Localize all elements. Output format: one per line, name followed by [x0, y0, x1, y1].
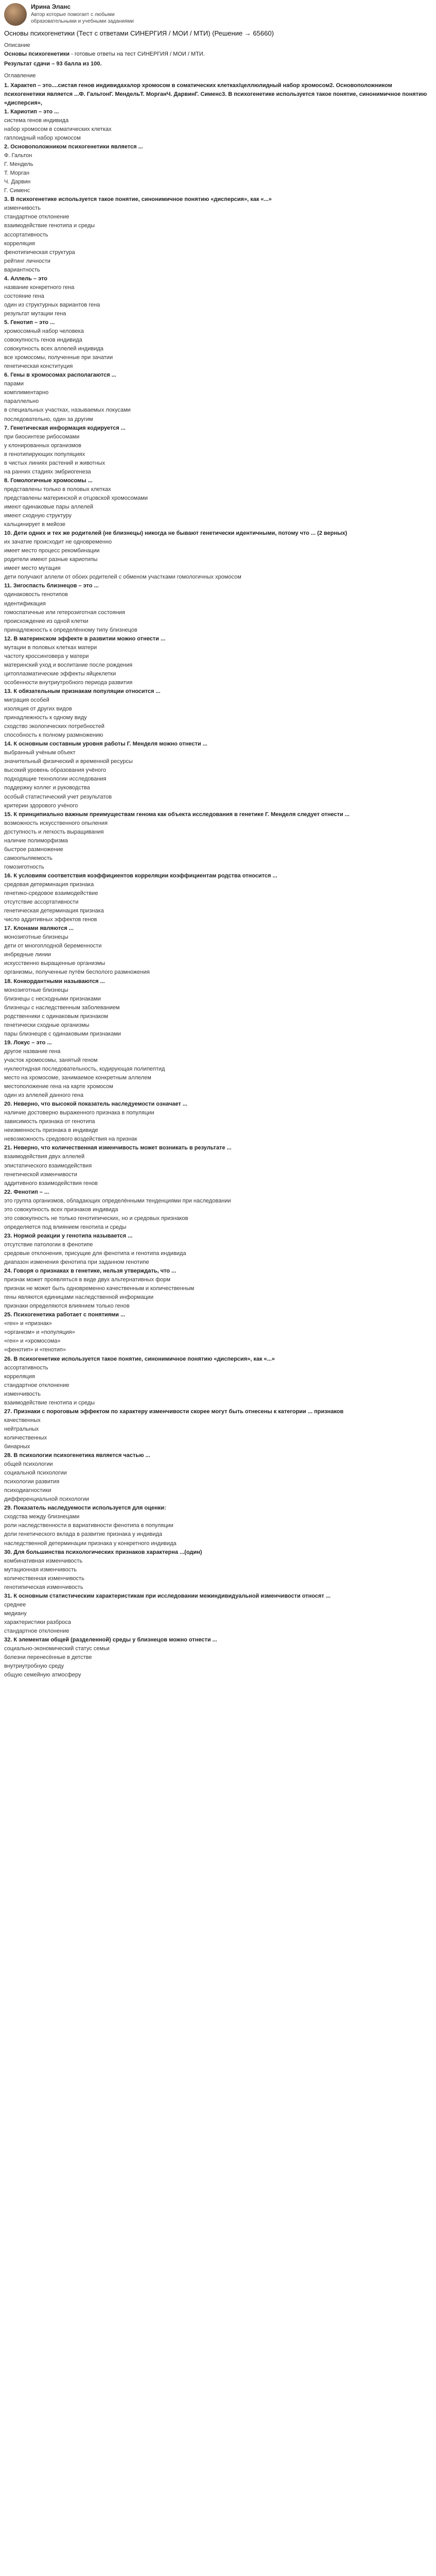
- answer-option: дифференциальной психологии: [4, 1496, 90, 1503]
- answer-option: психологии развития: [4, 1479, 60, 1485]
- answer-option: нейтральных: [4, 1426, 39, 1432]
- question-block: [4, 977, 432, 1039]
- answer-option: самоопыляемость: [4, 855, 53, 861]
- answer-option: внутриутробную среду: [4, 1663, 64, 1670]
- answer-option: изменчивость: [4, 205, 41, 212]
- answer-option: ассортативность: [4, 231, 48, 238]
- answer-option: признак не может быть одновременно качественным и количественным: [4, 1285, 195, 1292]
- question-text: 25. Психогенетика работает с понятиями ...: [4, 1312, 126, 1318]
- answer-option: другое название гена: [4, 1048, 61, 1055]
- answer-option: общую семейную атмосферу: [4, 1672, 81, 1679]
- avatar[interactable]: [4, 3, 27, 26]
- toc-label: Оглавление: [4, 72, 36, 79]
- answer-option: принадлежность к определённому типу близнецов: [4, 626, 137, 633]
- description-bold: Основы психогенетики: [4, 50, 70, 57]
- question-block: [4, 635, 432, 687]
- answer-option: один из аллелей данного гена: [4, 1092, 84, 1099]
- question-block: [4, 1548, 432, 1592]
- answer-option: пары близнецов с одинаковыми признаками: [4, 1030, 121, 1037]
- answer-option: ассортативность: [4, 1364, 48, 1371]
- question-block: [4, 371, 432, 423]
- answer-option: «организм» и «популяция»: [4, 1329, 75, 1336]
- answer-option: изменчивость: [4, 1391, 41, 1397]
- description-text: [4, 50, 432, 59]
- answer-option: Ч. Дарвин: [4, 179, 31, 185]
- answer-option: генетическая конституция: [4, 363, 73, 370]
- question-text: 29. Показатель наследуемости используется для оценки:: [4, 1505, 166, 1512]
- answer-option: имеет место процесс рекомбинации: [4, 548, 100, 554]
- answer-option: особенности внутриутробного периода развития: [4, 679, 133, 686]
- answer-option: «ген» и «признак»: [4, 1320, 52, 1327]
- question-text: 20. Неверно, что высокой показатель наследуемости означает ...: [4, 1101, 187, 1108]
- answer-option: гены являются единицами наследственной информации: [4, 1294, 154, 1301]
- author-name[interactable]: Ирина Эланс: [31, 3, 71, 10]
- answer-option: количественных: [4, 1434, 47, 1441]
- question-block: [4, 108, 432, 143]
- answer-option: монозиготные близнецы: [4, 934, 68, 941]
- answer-option: монозиготные близнецы: [4, 987, 68, 993]
- question-text: 3. В психогенетике используется такое понятие, синонимичное понятию «дисперсия», как «...»: [4, 196, 272, 203]
- answer-option: инбредные линии: [4, 952, 51, 958]
- answer-option: гаплоидный набор хромосом: [4, 135, 81, 142]
- question-block: [4, 872, 432, 924]
- question-text: 30. Для большинства психологических признаков характерна ...(один): [4, 1549, 202, 1555]
- answer-option: подходящие технологии исследования: [4, 776, 107, 783]
- answer-option: социальной психологии: [4, 1470, 67, 1477]
- answer-option: неизменность признака в индивиде: [4, 1127, 98, 1134]
- question-text: 11. Зигоспасть близнецов – это ...: [4, 583, 99, 589]
- answer-option: все хромосомы, полученные при зачатии: [4, 354, 113, 361]
- answer-option: родственники с одинаковым признаком: [4, 1013, 108, 1020]
- answer-option: качественных: [4, 1417, 41, 1423]
- question-text: 1. Кариотип – это ...: [4, 108, 59, 115]
- answer-option: общей психологии: [4, 1461, 53, 1468]
- question-block: [4, 1144, 432, 1188]
- question-text: 4. Аллель – это: [4, 275, 47, 282]
- answer-option: болезни перенесённые в детстве: [4, 1654, 92, 1661]
- answer-option: выбранный учёным объект: [4, 750, 76, 756]
- answer-option: кальцинирует в мейозе: [4, 521, 65, 528]
- question-text: 8. Гомологичные хромосомы ...: [4, 477, 93, 484]
- question-block: [4, 195, 432, 274]
- question-text: 1. Характеп – это....систая генов индивидахалор хромосом в соматических клетках/целлюлидный набор хромосом2. Основоположником психогенетики является ...Ф. ГальтонГ. МендельТ. МорганЧ. ДарвинГ. Сименс3. В психогенетике используется такое понятие, синонимичное понятию «дисперсия»,: [4, 82, 427, 106]
- answer-option: сходство экологических потребностей: [4, 723, 104, 730]
- answer-option: количественная изменчивость: [4, 1575, 84, 1582]
- answer-option: последовательно, один за другим: [4, 416, 93, 422]
- answer-option: быстрое размножение: [4, 846, 63, 853]
- question-text: 15. К принципиально важным преимуществам генома как объекта исследования в генетике Г. Менделя следует отнести ...: [4, 811, 350, 818]
- answer-option: отсутствие патологии в фенотипе: [4, 1241, 93, 1248]
- question-block: [4, 582, 432, 634]
- answer-option: роли наследственности в вариативности фенотипа в популяции: [4, 1522, 173, 1529]
- question-block: [4, 1636, 432, 1680]
- answer-option: стандартное отклонение: [4, 1628, 69, 1634]
- answer-option: искусственно выращенные организмы: [4, 960, 106, 967]
- answer-option: гомоспатичные или гетерозиготная состояния: [4, 609, 125, 616]
- answer-option: среднее: [4, 1601, 26, 1608]
- answer-option: сходства между близнецами: [4, 1514, 80, 1520]
- question-block: [4, 740, 432, 810]
- question-block: [4, 1592, 432, 1636]
- answer-option: материнский уход и воспитание после рождения: [4, 662, 133, 668]
- question-block: [4, 1311, 432, 1354]
- author-description: Автор которые помогает с любыми образовательными и учебными заданиями: [31, 11, 134, 24]
- answer-option: значительный физический и временной ресурсы: [4, 758, 133, 765]
- question-block: [4, 275, 432, 318]
- answer-option: корреляция: [4, 1373, 35, 1380]
- answer-option: аддитивного взаимодействия генов: [4, 1180, 98, 1187]
- answer-option: генетически сходные организмы: [4, 1022, 90, 1028]
- answer-option: парами: [4, 381, 24, 387]
- answer-option: генетико-средовое взаимодействие: [4, 890, 98, 897]
- question-text: 23. Нормой реакции у генотипа называется ...: [4, 1232, 133, 1239]
- answer-option: взаимодействие генотипа и среды: [4, 1399, 95, 1406]
- answer-option: на ранних стадиях эмбриогенеза: [4, 468, 91, 475]
- question-block: [4, 1451, 432, 1504]
- question-text: 14. К основным составным уровня работы Г. Менделя можно отнести ...: [4, 741, 207, 748]
- answer-option: в генотипирующих популяциях: [4, 451, 85, 457]
- question-text: 22. Фенотип – ...: [4, 1189, 49, 1195]
- answer-option: при биосинтезе рибосомами: [4, 433, 80, 440]
- answer-option: место на хромосоме, занимаемое конкретным аллелем: [4, 1075, 151, 1081]
- answer-option: наличие полиморфизма: [4, 837, 68, 844]
- answer-option: диапазон изменения фенотипа при заданном генотипе: [4, 1259, 149, 1266]
- answer-option: корреляция: [4, 240, 35, 247]
- answer-option: представлены только в половых клетках: [4, 486, 111, 493]
- question-block: [4, 924, 432, 977]
- question-text: 21. Неверно, что количественная изменчивость может возникать в результате ...: [4, 1145, 232, 1151]
- question-block: [4, 1039, 432, 1100]
- answer-option: характеристики разброса: [4, 1619, 71, 1625]
- answer-option: близнецы с несходными признаками: [4, 995, 101, 1002]
- answer-option: поддержку коллег и руководства: [4, 785, 90, 791]
- answer-option: хромосомный набор человека: [4, 328, 84, 335]
- answer-option: изоляция от других видов: [4, 706, 72, 713]
- answer-option: наличие достоверно выраженного признака в популяции: [4, 1110, 154, 1116]
- question-text: 13. К обязательным признакам популяции относится ...: [4, 688, 161, 694]
- questions-list: [4, 81, 432, 1680]
- question-text: 31. К основным статистическим характеристикам при исследовании межиндивидуальной изменчивости относят ...: [4, 1592, 331, 1599]
- answer-option: доступность и легкость выращивания: [4, 828, 104, 835]
- answer-option: генетическая детерминация признака: [4, 908, 104, 914]
- answer-option: зависимость признака от генотипа: [4, 1118, 95, 1125]
- answer-option: имеет место мутация: [4, 565, 61, 572]
- answer-option: принадлежность к одному виду: [4, 715, 87, 721]
- question-block: [4, 1188, 432, 1232]
- description-rest: - готовые ответы на тест СИНЕРГИЯ / МОИ / МТИ.: [69, 50, 205, 57]
- question-text: 28. В психологии психогенетика является частью ...: [4, 1452, 150, 1459]
- answer-option: стандартное отклонение: [4, 1382, 69, 1388]
- question-text: 32. К элементам общей (разделенной) среды у близнецов можно отнести ...: [4, 1637, 217, 1643]
- question-block: [4, 143, 432, 195]
- question-block: [4, 1267, 432, 1311]
- answer-option: совокупность генов индивида: [4, 337, 82, 344]
- answer-option: рейтинг личности: [4, 258, 50, 264]
- answer-option: средовая детерминация признака: [4, 882, 94, 888]
- question-block: [4, 424, 432, 477]
- answer-option: миграция особей: [4, 697, 49, 704]
- answer-option: психодиагностики: [4, 1487, 51, 1494]
- answer-option: результат мутации гена: [4, 310, 66, 317]
- answer-option: Ф. Гальтон: [4, 152, 32, 159]
- answer-option: имеют одинаковые пары аллелей: [4, 503, 94, 510]
- question-block: [4, 1408, 432, 1451]
- answer-option: состояние гена: [4, 293, 44, 299]
- question-text: 19. Локус – это ...: [4, 1039, 52, 1046]
- answer-option: взаимодействия двух аллелей: [4, 1154, 85, 1160]
- answer-option: отсутствие ассортативности: [4, 899, 79, 906]
- answer-option: частоту кроссинговера у матери: [4, 653, 89, 659]
- answer-option: имеют сходную структуру: [4, 513, 72, 519]
- question-block: [4, 318, 432, 371]
- answer-option: бинарных: [4, 1444, 30, 1450]
- author-card: [4, 3, 432, 26]
- answer-option: это группа организмов, обладающих определёнными тенденциями при наследовании: [4, 1197, 231, 1204]
- answer-option: медиану: [4, 1610, 27, 1617]
- answer-option: их зачатие происходит не одновременно: [4, 539, 112, 546]
- answer-option: вариантность: [4, 266, 40, 273]
- question-text: 27. Признаки с пороговым эффектом по характеру изменчивости скорее могут быть отнесены к категории ... признаков: [4, 1408, 344, 1415]
- answer-option: это совокупность не только генотипических, но и средовых признаков: [4, 1215, 188, 1222]
- answer-option: Т. Морган: [4, 170, 30, 177]
- document-title: Основы психогенетики (Тест с ответами СИНЕРГИЯ / МОИ / МТИ) (Решение → 65660): [4, 29, 274, 37]
- question-text: 18. Конкордантными называются ...: [4, 978, 105, 985]
- answer-option: фенотипическая структура: [4, 249, 75, 256]
- author-info: [31, 3, 134, 25]
- question-text: 16. К условиям соответствия коэффициентов корреляции коэффициентам родства относится ...: [4, 872, 277, 879]
- question-text: 6. Гены в хромосомах располагаются ...: [4, 372, 116, 379]
- question-block: [4, 529, 432, 582]
- answer-option: способность к полному размножению: [4, 732, 103, 739]
- answer-option: признаки определяются влиянием только генов: [4, 1303, 130, 1310]
- answer-option: генетической изменчивости: [4, 1171, 77, 1178]
- question-block: [4, 810, 432, 872]
- question-text: 2. Основоположником психогенетики является ...: [4, 144, 143, 150]
- answer-option: местоположение гена на карте хромосом: [4, 1083, 113, 1090]
- question-text: 24. Говоря о признаках в генетике, нельзя утверждать, что ...: [4, 1268, 177, 1275]
- question-text: 26. В психогенетике используется такое понятие, синонимичное понятию «дисперсия», как «...»: [4, 1355, 275, 1362]
- answer-option: стандартное отклонение: [4, 214, 69, 221]
- question-text: 5. Генотип – это ...: [4, 319, 55, 326]
- answer-option: генотипическая изменчивость: [4, 1584, 83, 1590]
- answer-option: в специальных участках, называемых локусами: [4, 407, 131, 414]
- question-block: [4, 1355, 432, 1408]
- answer-option: название конкретного гена: [4, 284, 75, 291]
- answer-option: взаимодействие генотипа и среды: [4, 223, 95, 229]
- answer-option: организмы, полученные путём бесполого размножения: [4, 969, 150, 976]
- description-label: Описание: [4, 42, 30, 48]
- question-block: [4, 477, 432, 529]
- question-text: 12. В материнском эффекте в развитии можно отнести ...: [4, 635, 166, 642]
- answer-option: одинаковость генотипов: [4, 591, 68, 598]
- answer-option: в чистых линиях растений и животных: [4, 460, 106, 466]
- answer-option: параллельно: [4, 398, 39, 405]
- answer-option: высокий уровень образования учёного: [4, 767, 107, 774]
- answer-option: число аддитивных эффектов генов: [4, 917, 97, 923]
- answer-option: признак может проявляться в виде двух альтернативных форм: [4, 1277, 170, 1283]
- answer-option: представлены материнской и отцовской хромосомами: [4, 495, 148, 501]
- answer-option: нуклеотидная последовательность, кодирующая полипептид: [4, 1065, 165, 1072]
- answer-option: комплиментарно: [4, 389, 49, 396]
- answer-option: доли генетического вклада в развитие признака у индивида: [4, 1531, 163, 1538]
- answer-option: мутационная изменчивость: [4, 1566, 77, 1573]
- answer-option: набор хромосом в соматических клетках: [4, 126, 112, 132]
- answer-option: идентификация: [4, 600, 46, 607]
- answer-option: «фенотип» и «генотип»: [4, 1347, 66, 1353]
- answer-option: мутации в половых клетках матери: [4, 644, 97, 651]
- answer-option: средовые отклонения, присущие для фенотипа и генотипа индивида: [4, 1250, 186, 1257]
- answer-option: дети от многоплодной беременности: [4, 943, 102, 950]
- question-text: 7. Генетическая информация кодируется ...: [4, 425, 126, 431]
- answer-option: это совокупность всех признаков индивида: [4, 1206, 118, 1213]
- answer-option: участок хромосомы, занятый геном: [4, 1057, 98, 1063]
- answer-option: особый статистический учет результатов: [4, 793, 112, 800]
- question-block: [4, 1504, 432, 1548]
- question-text: 17. Клонами являются ...: [4, 925, 74, 932]
- answer-option: Г. Мендель: [4, 161, 33, 168]
- answer-option: эпистатического взаимодействия: [4, 1162, 92, 1169]
- answer-option: определяется под влиянием генотипа и среды: [4, 1224, 127, 1230]
- answer-option: социально-экономический статус семьи: [4, 1646, 110, 1652]
- answer-option: критерии здорового учёного: [4, 802, 78, 809]
- question-block: [4, 81, 432, 108]
- answer-option: комбинативная изменчивость: [4, 1557, 83, 1564]
- question-text: 10. Дети одних и тех же родителей (не близнецы) никогда не бывают генетически идентичными, потому что ... (2 верных): [4, 530, 347, 537]
- answer-option: невозможность средового воздействия на признак: [4, 1136, 137, 1143]
- question-block: [4, 687, 432, 740]
- answer-option: система генов индивида: [4, 117, 69, 124]
- answer-option: наследственной детерминации признака у конкретного индивида: [4, 1540, 177, 1547]
- answer-option: у клонированных организмов: [4, 442, 81, 449]
- answer-option: возможность искусственного опыления: [4, 820, 108, 826]
- answer-option: близнецы с наследственным заболеванием: [4, 1004, 120, 1011]
- answer-option: один из структурных вариантов гена: [4, 301, 100, 308]
- answer-option: родители имеют разные кариотипы: [4, 556, 98, 563]
- answer-option: совокупность всех аллелей индивида: [4, 346, 103, 352]
- answer-option: цитоплазматические эффекты яйцеклетки: [4, 670, 116, 677]
- answer-option: Г. Сименс: [4, 188, 30, 194]
- question-block: [4, 1232, 432, 1267]
- answer-option: гомозиготность: [4, 863, 44, 870]
- answer-option: происхождение из одной клетки: [4, 618, 89, 624]
- result-text: Результат сдачи – 93 балла из 100.: [4, 60, 102, 67]
- answer-option: дети получают аллели от обоих родителей с обменом участками гомологичных хромосом: [4, 574, 241, 581]
- question-block: [4, 1100, 432, 1144]
- answer-option: «ген» и «хромосома»: [4, 1338, 61, 1345]
